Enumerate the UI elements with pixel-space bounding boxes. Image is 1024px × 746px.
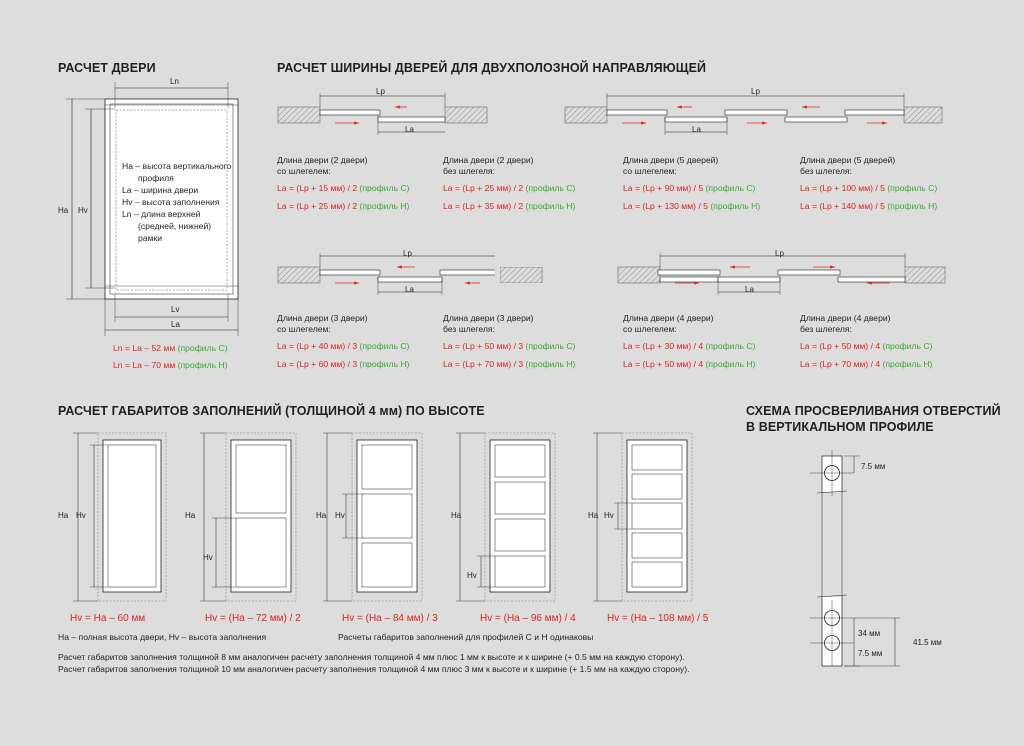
drill-title-2: В ВЕРТИКАЛЬНОМ ПРОФИЛЕ xyxy=(746,420,934,434)
fill-diagram-2 xyxy=(196,428,316,608)
lv-label: Lv xyxy=(171,305,180,314)
ln-label: Ln xyxy=(170,77,179,86)
la-label-1: La xyxy=(405,125,414,134)
fill1-ha: Ha xyxy=(58,511,69,520)
width-block-4-with: Длина двери (4 двери) со шлегелем: La = (Lp + 30 мм) / 4 (профиль С) La = (Lp + 50 мм) / 4 (профиль Н) xyxy=(623,313,756,369)
width-block-5-without: Длина двери (5 дверей) без шлегеля: La = (Lp + 100 мм) / 5 (профиль С) La = (Lp + 140 мм) / 5 (профиль Н) xyxy=(800,155,938,211)
la-label-4: La xyxy=(745,285,754,294)
width-block-3-with: Длина двери (3 двери) со шлегелем: La = (Lp + 40 мм) / 3 (профиль С) La = (Lp + 60 мм) / 3 (профиль Н) xyxy=(277,313,410,369)
fill-formula-5: Hv = (Ha – 108 мм) / 5 xyxy=(607,613,709,624)
lp-label-3: Lp xyxy=(403,249,412,258)
fill5-hv: Hv xyxy=(604,511,614,520)
ha-label: Ha xyxy=(58,206,69,215)
fill2-ha: Ha xyxy=(185,511,196,520)
door-calc-title: РАСЧЕТ ДВЕРИ xyxy=(58,61,156,75)
door-formula-h: Ln = La – 70 мм (профиль Н) xyxy=(113,360,228,370)
drill-dim-3: 7.5 мм xyxy=(858,649,883,658)
fill-calc-title: РАСЧЕТ ГАБАРИТОВ ЗАПОЛНЕНИЙ (ТОЛЩИНОЙ 4 мм) ПО ВЫСОТЕ xyxy=(58,404,485,418)
drill-dim-1: 7.5 мм xyxy=(861,462,886,471)
hv-label: Hv xyxy=(78,206,88,215)
fill-formula-3: Hv = (Ha – 84 мм) / 3 xyxy=(342,613,438,624)
width-block-5-with: Длина двери (5 дверей) со шлегелем: La = (Lp + 90 мм) / 5 (профиль С) La = (Lp + 130 мм) / 5 (профиль Н) xyxy=(623,155,761,211)
track-diagram-2-doors xyxy=(275,85,495,140)
lp-label-2: Lp xyxy=(751,87,760,96)
fill-note-2: Расчеты габаритов заполнений для профилей С и Н одинаковы xyxy=(338,632,594,642)
fill-note-1: Ha – полная высота двери, Hv – высота заполнения xyxy=(58,632,267,642)
lp-label-4: Lp xyxy=(775,249,784,258)
la-label-3: La xyxy=(405,285,414,294)
fill1-hv: Hv xyxy=(76,511,86,520)
fill2-hv: Hv xyxy=(203,553,213,562)
drill-title-1: СХЕМА ПРОСВЕРЛИВАНИЯ ОТВЕРСТИЙ xyxy=(746,404,1001,418)
door-formula-c: Ln = La – 52 мм (профиль С) xyxy=(113,343,228,353)
track-diagram-4-doors xyxy=(615,245,955,300)
fill3-ha: Ha xyxy=(316,511,327,520)
la-label-2: La xyxy=(692,125,701,134)
width-block-2-without: Длина двери (2 двери) без шлегеля: La = (Lp + 25 мм) / 2 (профиль С) La = (Lp + 35 мм) / 2 (профиль Н) xyxy=(443,155,576,211)
fill-formula-2: Hv = (Ha – 72 мм) / 2 xyxy=(205,613,301,624)
width-calc-title: РАСЧЕТ ШИРИНЫ ДВЕРЕЙ ДЛЯ ДВУХПОЛОЗНОЙ НАПРАВЛЯЮЩЕЙ xyxy=(277,61,707,75)
wall-3-doors-right xyxy=(500,267,545,283)
drill-dim-4: 41.5 мм xyxy=(913,638,942,647)
width-block-3-without: Длина двери (3 двери) без шлегеля: La = (Lp + 50 мм) / 3 (профиль С) La = (Lp + 70 мм) / 3 (профиль Н) xyxy=(443,313,576,369)
fill-note-3: Расчет габаритов заполнения толщиной 8 мм аналогичен расчету заполнения толщиной 4 мм плюс 1 мм к высоте и к ширине (+ 0.5 мм на каждую сторону). xyxy=(58,652,685,662)
fill-formula-1: Hv = Ha – 60 мм xyxy=(70,613,146,624)
fill-note-4: Расчет габаритов заполнения толщиной 10 мм аналогичен расчету заполнения толщиной 4 мм плюс 3 мм к высоте и к ширине (+ 1.5 мм на каждую сторону). xyxy=(58,664,690,674)
fill4-ha: Ha xyxy=(451,511,462,520)
fill4-hv: Hv xyxy=(467,571,477,580)
fill5-ha: Ha xyxy=(588,511,599,520)
la-label: La xyxy=(171,320,180,329)
fill-diagram-4 xyxy=(455,428,575,608)
door-legend: Ha – высота вертикального профиля La – ширина двери Hv – высота заполнения Ln – длина верхней (средней, нижней) рамки xyxy=(122,161,232,243)
drill-dim-2: 34 мм xyxy=(858,629,881,638)
track-diagram-3-doors xyxy=(275,245,495,300)
lp-label-1: Lp xyxy=(376,87,385,96)
width-block-2-with: Длина двери (2 двери) со шлегелем: La = (Lp + 15 мм) / 2 (профиль С) La = (Lp + 25 мм) / 2 (профиль Н) xyxy=(277,155,410,211)
width-block-4-without: Длина двери (4 двери) без шлегеля: La = (Lp + 50 мм) / 4 (профиль С) La = (Lp + 70 мм) / 4 (профиль Н) xyxy=(800,313,933,369)
fill3-hv: Hv xyxy=(335,511,345,520)
fill-formula-4: Hv = (Ha – 96 мм) / 4 xyxy=(480,613,576,624)
